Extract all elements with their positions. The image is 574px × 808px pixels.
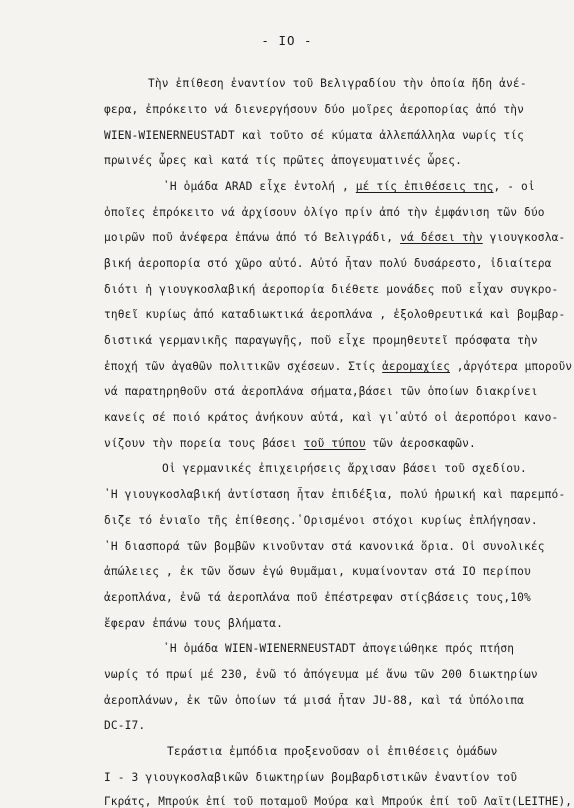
line-text: WIEN-WIENERNEUSTADT καὶ τοῦτο σέ κύματα ἀλλεπάλληλα νωρίς τίς xyxy=(104,129,525,142)
line-text: φερα, ἐπρόκειτο νά διενεργήσουν δύο μοῖρες ἀεροπορίας ἀπό τὴν xyxy=(104,103,525,116)
line-text: Οἱ γερμανικές ἐπιχειρήσεις ἄρχισαν βάσει τοῦ σχεδίου. xyxy=(162,462,527,475)
line-text: τῶν ἀεροσκαφῶν. xyxy=(365,437,476,450)
text-line xyxy=(104,540,545,553)
line-text: μοιρῶν ποῦ ἀνέφερα ἐπάνω ἀπό τό Βελιγράδι, xyxy=(104,231,401,244)
text-line xyxy=(104,129,524,142)
text-line xyxy=(104,694,524,707)
text-line xyxy=(163,642,514,655)
line-text: , - οἱ xyxy=(493,180,535,193)
line-text: Τὴν ἐπίθεση ἐναντίον τοῦ Βελιγραδίου τὴν ὁποία ἤδη ἀνέ- xyxy=(148,77,527,90)
line-text: ἀπώλειες , ἐκ τῶν ὅσων ἐγώ θυμᾶμαι, κυμαίνονταν στά IO περίπου xyxy=(104,565,531,578)
text-line xyxy=(104,591,531,604)
line-text: I - 3 γιουγκοσλαβικῶν διωκτηρίων βομβαρδιστικῶν ἐναντίον τοῦ xyxy=(104,771,518,784)
text-line xyxy=(104,795,572,808)
line-text: ὁποῖες ἐπρόκειτο νά ἀρχίσουν ὀλίγο πρίν ἀπό τὴν ἐμφάνιση τῶν δύο xyxy=(104,206,545,219)
line-text: Τεράστια ἐμπόδια προξενοῦσαν οἱ ἐπιθέσεις ὁμάδων xyxy=(167,745,498,758)
page-number: - IO - xyxy=(261,33,313,48)
line-text: γιουγκοσλα- xyxy=(482,231,566,244)
line-text: πρωινές ὧρες καὶ κατά τίς πρῶτες ἀπογευματινές ὧρες. xyxy=(104,154,463,167)
text-line xyxy=(104,154,462,167)
line-text: ῾Η γιουγκοσλαβική ἀντίσταση ἦταν ἐπιδέξια, πολύ ἡρωική καὶ παρεμπό- xyxy=(104,488,566,501)
text-line xyxy=(104,617,283,630)
line-text: νά παρατηρηθοῦν στά ἀεροπλάνα σήματα,βάσει τῶν ὁποίων διακρίνει xyxy=(104,385,538,398)
line-text: κανείς σέ ποιό κράτος ἀνήκουν αὐτά, καὶ γι᾿αὐτό οἱ ἀεροπόροι κανο- xyxy=(104,411,559,424)
line-text: ,ἀργότερα μποροῦν xyxy=(449,360,573,373)
text-line xyxy=(104,231,565,244)
line-text: ἀεροπλάνων, ἐκ τῶν ὁποίων τά μισά ἦταν JU-88, καὶ τά ὑπόλοιπα xyxy=(104,694,525,707)
line-text: DC-I7. xyxy=(104,719,146,732)
text-line xyxy=(104,308,565,321)
line-text: ἐποχή τῶν ἀγαθῶν πολιτικῶν σχέσεων. Στίς xyxy=(104,360,383,373)
line-text: ἔφεραν ἐπάνω τους βλήματα. xyxy=(104,617,284,630)
line-text: ῾Η ὁμάδα ARAD εἶχε ἐντολή , xyxy=(163,180,356,193)
text-line xyxy=(163,180,535,193)
underlined-text: ἀερομαχίες xyxy=(382,360,450,373)
text-line xyxy=(162,462,527,475)
text-line xyxy=(104,668,538,681)
text-line xyxy=(104,206,545,219)
text-line xyxy=(148,77,527,90)
text-line xyxy=(104,411,558,424)
text-line xyxy=(104,488,565,501)
text-line xyxy=(104,103,524,116)
text-line xyxy=(104,437,476,450)
line-text: διζε τό ἑνιαῖο τῆς ἐπίθεσης.῾Ορισμένοι στόχοι κυρίως ἐπλήγησαν. xyxy=(104,514,538,527)
line-text: τηθεῖ κυρίως ἀπό καταδιωκτικά ἀεροπλάνα , ἐξολοθρευτικά καὶ βομβαρ- xyxy=(104,308,566,321)
line-text: διστικά γερμανικῆς παραγωγῆς, ποῦ εἶχε προμηθευτεῖ πρόσφατα τὴν xyxy=(104,334,538,347)
text-line xyxy=(104,257,552,270)
text-line xyxy=(104,565,531,578)
underlined-text: νά δέσει τὴν xyxy=(400,231,483,244)
text-line xyxy=(167,745,498,758)
line-text: διότι ἡ γιουγκοσλαβική ἀεροπορία διέθετε μονάδες ποῦ εἶχαν συγκρο- xyxy=(104,283,559,296)
line-text: Γκράτς, Μπρούκ ἐπί τοῦ ποταμοῦ Μούρα καὶ Μπρούκ ἐπί τοῦ Λαϊτ(LEITHE), xyxy=(104,795,573,808)
line-text: νίζουν τὴν πορεία τους βάσει xyxy=(104,437,304,450)
line-text: νωρίς τό πρωί μέ 230, ἐνῶ τό ἀπόγευμα μέ ἄνω τῶν 200 διωκτηρίων xyxy=(104,668,538,681)
line-text: ἀεροπλάνα, ἐνῶ τά ἀεροπλάνα ποῦ ἐπέστρεφαν στίςβάσεις τους,10% xyxy=(104,591,531,604)
text-line xyxy=(104,334,538,347)
line-text: ῾Η ὁμάδα WIEN-WIENERNEUSTADT ἀπογειώθηκε πρός πτήση xyxy=(163,642,515,655)
text-line xyxy=(104,771,517,784)
underlined-text: μέ τίς ἐπιθέσεις της xyxy=(355,180,494,193)
text-line xyxy=(104,514,538,527)
text-line xyxy=(104,719,145,732)
text-line xyxy=(104,283,558,296)
text-line xyxy=(104,360,572,373)
text-line xyxy=(104,385,538,398)
line-text: ῾Η διασπορά τῶν βομβῶν κινοῦνταν στά κανονικά ὅρια. Οἱ συνολικές xyxy=(104,540,545,553)
line-text: βική ἀεροπορία στό χῶρο αὐτό. Αὐτό ἦταν πολύ δυσάρεστο, ἰδιαίτερα xyxy=(104,257,552,270)
underlined-text: τοῦ τύπου xyxy=(303,437,366,450)
